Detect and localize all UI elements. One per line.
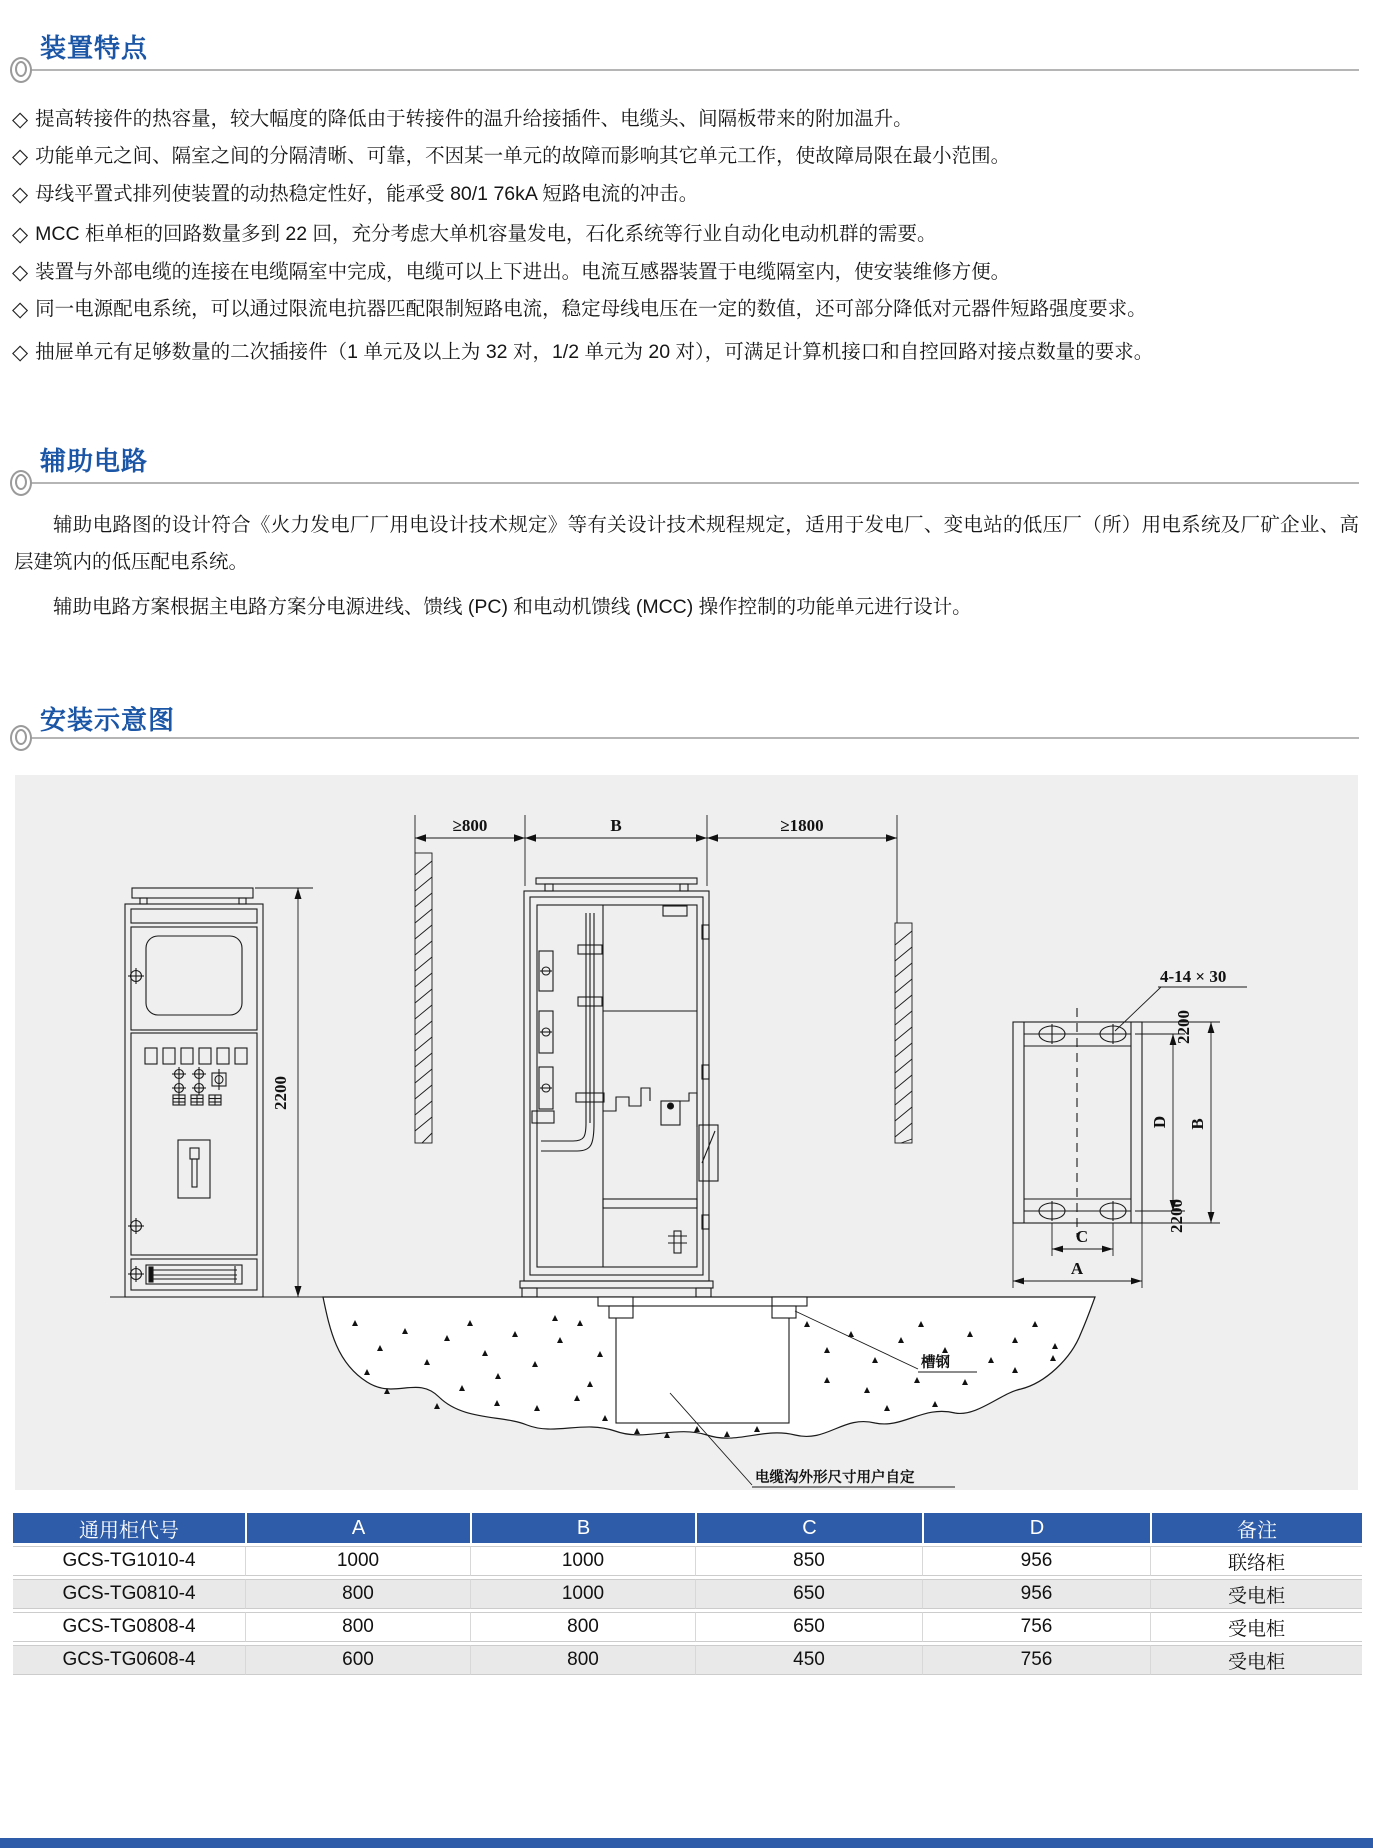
feature-item <box>12 178 1365 207</box>
diamond-bullet-icon: ◇ <box>12 108 29 131</box>
feature-text: 母线平置式排列使装置的动热稳定性好，能承受 80/1 76kA 短路电流的冲击。 <box>35 183 699 205</box>
channel-steel-label: 槽钢 <box>921 1355 950 1371</box>
installation-section-title: 安装示意图 <box>40 705 176 735</box>
feature-text: 同一电源配电系统，可以通过限流电抗器匹配限制短路电流，稳定母线电压在一定的数值，还可部分降低对元器件短路强度要求。 <box>35 298 1147 320</box>
table-row <box>13 1579 1362 1609</box>
cell-remark: 受电柜 <box>1150 1579 1362 1609</box>
diamond-bullet-icon: ◇ <box>12 261 29 284</box>
cell-code: GCS-TG0808-4 <box>13 1612 245 1642</box>
diamond-bullet-icon: ◇ <box>12 298 29 321</box>
col-header-b: B <box>470 1513 695 1543</box>
dim-label-c: C <box>1075 1227 1089 1246</box>
page-footer-bar <box>0 1838 1373 1848</box>
cabinet-front-view <box>125 888 263 1297</box>
feature-text: 装置与外部电缆的连接在电缆隔室中完成，电缆可以上下进出。电流互感器装置于电缆隔室内，使安装维修方便。 <box>35 261 1011 283</box>
cell-a: 800 <box>245 1612 470 1642</box>
diamond-bullet-icon: ◇ <box>12 145 29 168</box>
right-wall-section <box>895 923 912 1143</box>
hole-note-label: 4-14 × 30 <box>1160 967 1227 986</box>
cable-trench <box>616 1306 789 1423</box>
cell-code: GCS-TG1010-4 <box>13 1546 245 1576</box>
col-header-code: 通用柜代号 <box>13 1513 245 1543</box>
installation-diagram-svg <box>15 775 1358 1490</box>
dim-label-a: A <box>1070 1259 1084 1278</box>
col-header-c: C <box>695 1513 922 1543</box>
feature-item <box>12 218 1365 247</box>
cell-remark: 联络柜 <box>1150 1546 1362 1576</box>
left-wall-section <box>415 853 432 1143</box>
auxiliary-paragraph: 辅助电路图的设计符合《火力发电厂厂用电设计技术规定》等有关设计技术规程规定，适用于发电厂、变电站的低压厂（所）用电系统及厂矿企业、高层建筑内的低压配电系统。 <box>14 514 1359 573</box>
section-ring-icon <box>10 725 32 751</box>
cable-trench-label: 电缆沟外形尺寸用户自定 <box>755 1470 915 1486</box>
cabinet-side-view <box>520 878 718 1297</box>
feature-text: 抽屉单元有足够数量的二次插接件（1 单元及以上为 32 对，1/2 单元为 20 对），可满足计算机接口和自控回路对接点数量的要求。 <box>35 341 1154 363</box>
plan-dim-top-label: 2200 <box>1174 1010 1193 1044</box>
table-row <box>13 1546 1362 1576</box>
diamond-bullet-icon: ◇ <box>12 183 29 206</box>
cell-d: 956 <box>922 1546 1150 1576</box>
cell-d: 756 <box>922 1612 1150 1642</box>
section-divider <box>20 69 1359 71</box>
cell-code: GCS-TG0608-4 <box>13 1645 245 1675</box>
dim-label-cabinet-height: 2200 <box>271 1076 290 1110</box>
feature-item <box>12 336 1365 365</box>
plan-dim-bottom-label: 2200 <box>1167 1199 1186 1233</box>
feature-item <box>12 293 1365 322</box>
diamond-bullet-icon: ◇ <box>12 223 29 246</box>
feature-item <box>12 256 1365 285</box>
mounting-plan-dimensions <box>1013 987 1247 1288</box>
dim-label-clearance-left: ≥800 <box>452 816 488 835</box>
installation-diagram <box>15 775 1358 1490</box>
cell-b: 800 <box>470 1645 695 1675</box>
feature-text: 提高转接件的热容量，较大幅度的降低由于转接件的温升给接插件、电缆头、间隔板带来的附加温升。 <box>35 108 913 130</box>
cell-a: 1000 <box>245 1546 470 1576</box>
table-header-row <box>13 1513 1362 1543</box>
cell-b: 800 <box>470 1612 695 1642</box>
cell-remark: 受电柜 <box>1150 1612 1362 1642</box>
auxiliary-paragraph: 辅助电路方案根据主电路方案分电源进线、馈线 (PC) 和电动机馈线 (MCC) 操作控制的功能单元进行设计。 <box>53 596 972 618</box>
cabinet-spec-table <box>13 1510 1362 1678</box>
cell-d: 756 <box>922 1645 1150 1675</box>
feature-item <box>12 103 1365 132</box>
cell-b: 1000 <box>470 1579 695 1609</box>
cell-c: 450 <box>695 1645 922 1675</box>
dim-label-b: B <box>1188 1118 1207 1130</box>
col-header-remark: 备注 <box>1150 1513 1362 1543</box>
cell-remark: 受电柜 <box>1150 1645 1362 1675</box>
auxiliary-section-title: 辅助电路 <box>40 446 149 476</box>
dim-label-depth-b: B <box>610 816 622 835</box>
mounting-plan <box>1013 1008 1142 1237</box>
section-ring-icon <box>10 57 32 83</box>
col-header-a: A <box>245 1513 470 1543</box>
cell-b: 1000 <box>470 1546 695 1576</box>
col-header-d: D <box>922 1513 1150 1543</box>
cell-c: 650 <box>695 1612 922 1642</box>
cell-a: 800 <box>245 1579 470 1609</box>
table-row <box>13 1645 1362 1675</box>
features-section-title: 装置特点 <box>40 33 149 63</box>
cell-d: 956 <box>922 1579 1150 1609</box>
ground-section <box>323 1297 1095 1438</box>
section-divider <box>20 737 1359 739</box>
feature-item <box>12 140 1365 169</box>
feature-text: 功能单元之间、隔室之间的分隔清晰、可靠，不因某一单元的故障而影响其它单元工作，使故障局限在最小范围。 <box>35 145 1011 167</box>
section-ring-icon <box>10 470 32 496</box>
diamond-bullet-icon: ◇ <box>12 341 29 364</box>
cell-code: GCS-TG0810-4 <box>13 1579 245 1609</box>
cell-c: 650 <box>695 1579 922 1609</box>
feature-text: MCC 柜单柜的回路数量多到 22 回，充分考虑大单机容量发电，石化系统等行业自动化电动机群的需要。 <box>35 223 937 245</box>
dim-label-clearance-right: ≥1800 <box>780 816 824 835</box>
section-divider <box>20 482 1359 484</box>
dim-label-d: D <box>1150 1115 1169 1129</box>
cell-a: 600 <box>245 1645 470 1675</box>
cell-c: 850 <box>695 1546 922 1576</box>
table-row <box>13 1612 1362 1642</box>
